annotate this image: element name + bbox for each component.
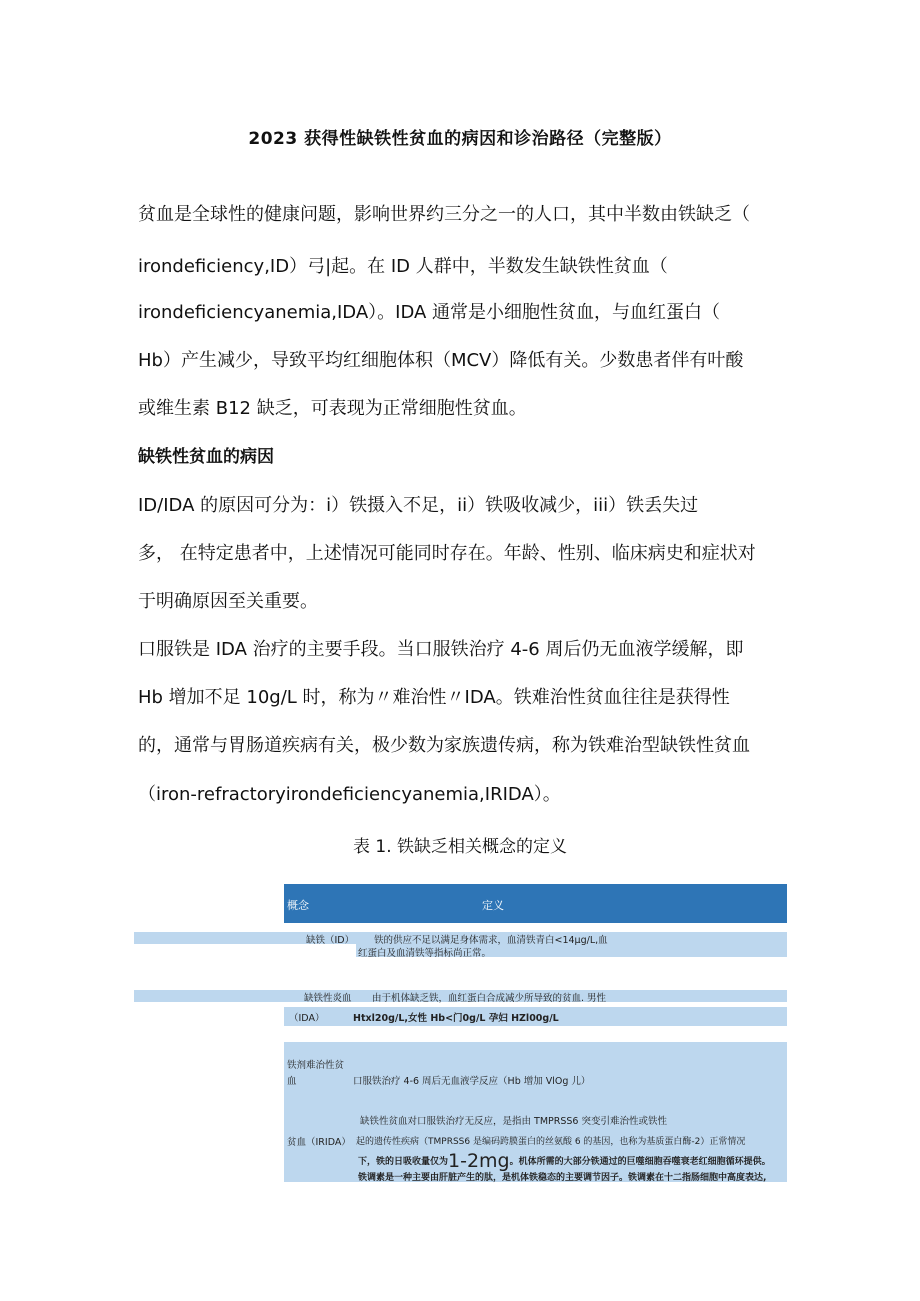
header-definition: 定义 [482, 899, 504, 912]
row4-text-post: 。机体所需的大部分铁通过的巨噬细胞吞噬衰老红细胞循环提供。 [509, 1157, 771, 1167]
row4-definition: 缺铁性贫血对口服铁治疗无反应，是指由 TMPRSS6 突变引难治性或铁性 [360, 1116, 667, 1127]
paragraph-line: （iron-refractoryirondeficiencyanemia,IRIDA）。 [138, 784, 561, 805]
row2-definition-cont: Htxl20g/L,女性 Hb<门0g/L 孕妇 HZl00g/L [353, 1013, 559, 1024]
row4-concept: 贫血（IRIDA） [287, 1137, 351, 1148]
row3-concept-cont: 血 [287, 1076, 297, 1087]
paragraph-line: 口服铁是 IDA 治疗的主要手段。当口服铁治疗 4-6 周后仍无血液学缓解，即 [138, 639, 744, 660]
row1-definition: 铁的供应不足以满足身体需求，血清铁青白<14μg/L,血 [374, 935, 608, 946]
paragraph-line: 贫血是全球性的健康问题，影响世界约三分之一的人口，其中半数由铁缺乏（ [138, 204, 750, 225]
document-title: 2023 获得性缺铁性贫血的病因和诊治路径（完整版） [248, 129, 672, 149]
row4-definition-cont: 起的遗传性疾病（TMPRSS6 是编码跨膜蛋白的丝氨酸 6 的基因，也称为基质蛋白酶-2）正常情况 [356, 1137, 746, 1147]
paragraph-line: irondeficiency,ID）弓|起。在 ID 人群中，半数发生缺铁性贫血（ [138, 256, 668, 277]
table-caption: 表 1. 铁缺乏相关概念的定义 [352, 837, 568, 857]
row4-text-highlight: 1-2mg [448, 1150, 510, 1172]
row4-definition-line4: 铁调素是一种主要由肝脏产生的肽，是机体铁稳态的主要调节因子。铁调素在十二指肠细胞中高度表达, [358, 1173, 767, 1183]
row4-definition-line3 [358, 1150, 771, 1172]
row3-concept: 铁剂难治性贫 [287, 1060, 345, 1071]
row2-definition: 由于机体缺乏铁，血红蛋白合成减少所导致的贫血. 男性 [372, 993, 607, 1004]
table-header [284, 884, 787, 923]
row2-concept-cont: （IDA） [289, 1013, 325, 1024]
row4-text-pre: 下，铁的日吸收量仅为 [358, 1157, 449, 1167]
paragraph-line: 多， 在特定患者中，上述情况可能同时存在。年龄、性别、临床病史和症状对 [138, 543, 756, 564]
paragraph-line: 于明确原因至关重要。 [138, 591, 318, 612]
paragraph-line: 或维生素 B12 缺乏，可表现为正常细胞性贫血。 [138, 398, 527, 419]
paragraph-line: 的，通常与胃肠道疾病有关，极少数为家族遗传病，称为铁难治型缺铁性贫血 [138, 735, 750, 756]
paragraph-line: Hb）产生减少，导致平均红细胞体积（MCV）降低有关。少数患者伴有叶酸 [138, 350, 744, 371]
row1-concept: 缺铁（ID） [306, 935, 355, 946]
row1-definition-cont: 红蛋白及血清铁等指标尚正常。 [358, 948, 492, 959]
row3-definition: 口服铁治疗 4-6 周后无血液学反应（Hb 增加 VlOg 儿） [353, 1076, 591, 1087]
row2-concept: 缺铁性炎血 [304, 993, 352, 1004]
paragraph-line: ID/IDA 的原因可分为：i）铁摄入不足，ii）铁吸收减少，iii）铁丢失过 [138, 495, 699, 516]
paragraph-line: Hb 增加不足 10g/L 时，称为〃难治性〃IDA。铁难治性贫血往往是获得性 [138, 687, 730, 708]
section-heading: 缺铁性贫血的病因 [138, 447, 274, 467]
paragraph-line: irondeficiencyanemia,IDA）。IDA 通常是小细胞性贫血，与血红蛋白（ [138, 302, 721, 323]
header-concept: 概念 [287, 899, 309, 912]
